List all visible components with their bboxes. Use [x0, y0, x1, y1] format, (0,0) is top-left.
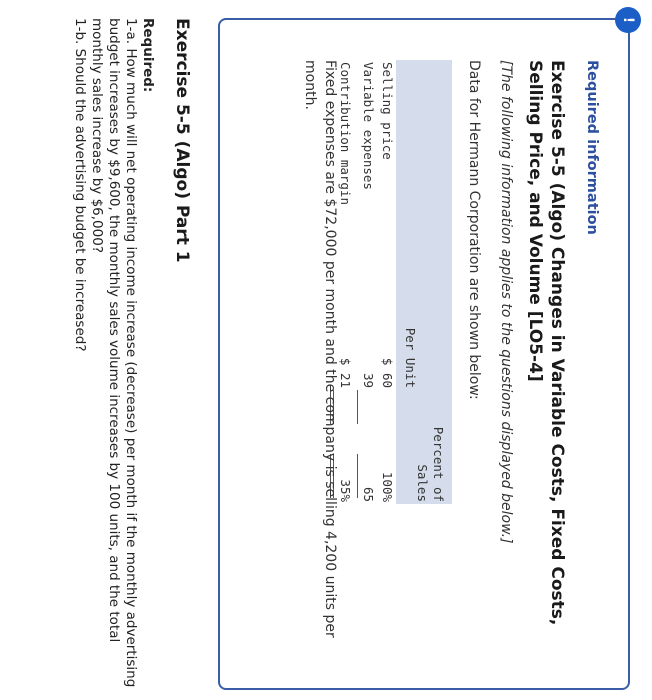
- question-1b: 1-b. Should the advertising budget be increased?: [72, 18, 88, 352]
- required-information-card: [218, 16, 636, 690]
- row-per-unit: $ 60: [380, 357, 395, 388]
- row-percent: 35%: [338, 479, 353, 502]
- part-title: Exercise 5-5 (Algo) Part 1: [172, 18, 192, 263]
- subtotal-rule: [357, 390, 358, 424]
- header-percent-line1: Percent of: [431, 426, 446, 502]
- cost-data-table: [335, 60, 452, 504]
- table-row: [358, 60, 377, 504]
- table-header: [396, 60, 452, 504]
- table-row: [377, 60, 396, 504]
- row-percent: 65: [361, 486, 376, 502]
- row-per-unit: 39: [361, 372, 376, 388]
- row-label: Selling price: [380, 62, 395, 160]
- row-label: Contribution margin: [338, 62, 353, 205]
- data-intro-text: Data for Hermann Corporation are shown below:: [466, 60, 482, 400]
- header-per-unit: Per Unit: [403, 327, 418, 388]
- required-information-heading: Required information: [584, 60, 600, 235]
- subtotal-rule: [357, 454, 358, 498]
- exercise-title: Exercise 5-5 (Algo) Changes in Variable Costs, Fixed Costs, Selling Price, and Volume [LO5-4]: [525, 60, 567, 626]
- required-label: Required:: [140, 18, 156, 93]
- row-per-unit: $ 21: [338, 357, 353, 388]
- row-label: Variable expenses: [361, 62, 376, 190]
- header-percent-line2: Sales: [415, 464, 430, 502]
- question-1a: 1-a. How much will net operating income increase (decrease) per month if the monthly advertising budget increases by $9,600, the monthly sales volume increases by 100 units, and the total monthly sales increase by $6,000?: [89, 18, 139, 688]
- row-percent: 100%: [380, 471, 395, 502]
- instruction-note: [The following information applies to the questions displayed below.]: [498, 60, 514, 544]
- alert-icon: !: [615, 7, 641, 33]
- header-percent-of-sales: [414, 392, 446, 502]
- fixed-expenses-text: Fixed expenses are $72,000 per month and the company is selling 4,200 units per month.: [302, 60, 338, 638]
- required-section: [71, 18, 156, 688]
